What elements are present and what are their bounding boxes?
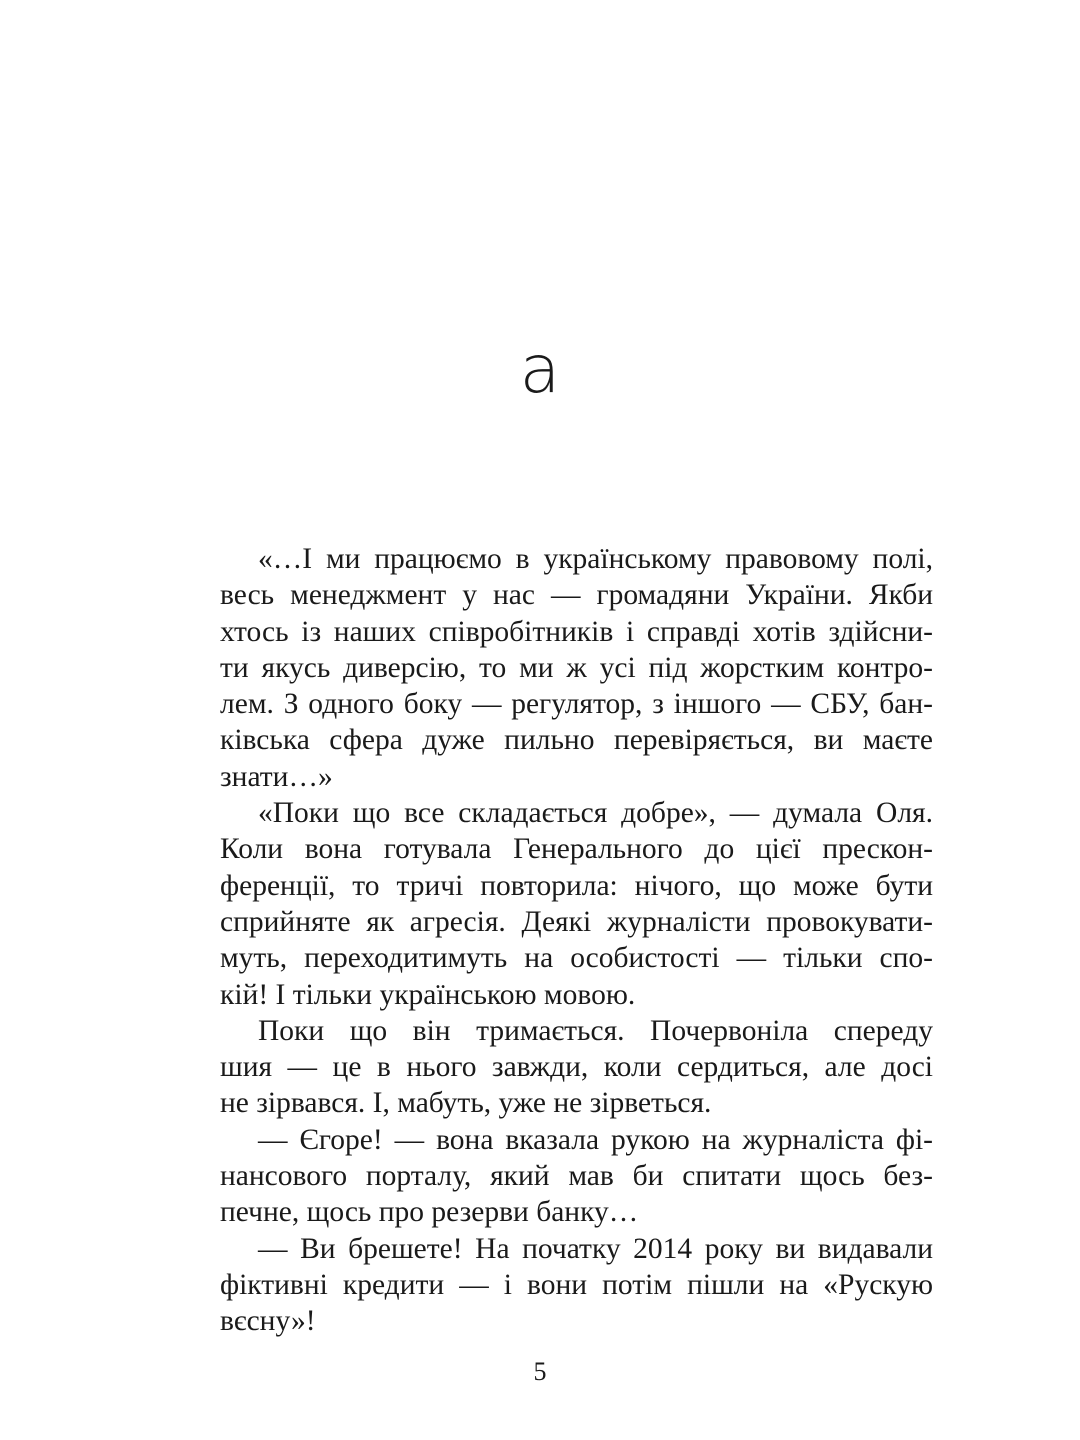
text-line: — Ви брешете! На початку 2014 року ви видавали (258, 1232, 933, 1265)
text-line: вєсну»! (220, 1305, 316, 1338)
paragraph (220, 541, 933, 795)
page-number: 5 (533, 1357, 547, 1386)
text-line: сприйняте як агресія. Деякі журналісти провокувати- (220, 905, 933, 938)
text-line: «Поки що все складається добре», — думала Оля. (258, 797, 933, 830)
text-line: Поки що він тримається. Почервоніла спереду (258, 1014, 933, 1047)
text-line: «…І ми працюємо в українському правовому полі, (258, 543, 933, 575)
text-line: весь менеджмент у нас — громадяни України. Якби (220, 579, 933, 612)
text-line: шия — це в нього завжди, коли сердиться, але досі (220, 1051, 933, 1084)
paragraph (220, 795, 933, 1013)
paragraph (220, 1122, 933, 1231)
paragraph (220, 1231, 933, 1340)
text-line: ференції, то тричі повторила: нічого, що може бути (220, 869, 933, 902)
text-line: лем. З одного боку — регулятор, з іншого — СБУ, бан- (220, 688, 933, 721)
text-line: знати…» (220, 760, 333, 793)
text-line: не зірвався. І, мабуть, уже не зірветься. (220, 1087, 712, 1120)
text-line: муть, переходитимуть на особистості — тільки спо- (220, 942, 933, 975)
paragraph (220, 1013, 933, 1122)
body-text (220, 541, 933, 1340)
text-line: печне, щось про резерви банку… (220, 1196, 639, 1229)
text-line: фіктивні кредити — і вони потім пішли на «Рускую (220, 1268, 933, 1301)
text-line: Коли вона готувала Генерального до цієї прескон- (220, 833, 933, 866)
chapter-heading: а (519, 331, 561, 408)
text-line: ти якусь диверсію, то ми ж усі під жорстким контро- (220, 651, 933, 684)
text-line: хтось із наших співробітників і справді хотів здійсни- (220, 615, 933, 648)
text-line: ківська сфера дуже пильно перевіряється, ви маєте (220, 724, 933, 757)
text-line: — Єгоре! — вона вказала рукою на журналіста фі- (258, 1123, 933, 1156)
text-line: нансового порталу, який мав би спитати щось без- (220, 1160, 933, 1193)
text-line: кій! І тільки українською мовою. (220, 978, 636, 1011)
